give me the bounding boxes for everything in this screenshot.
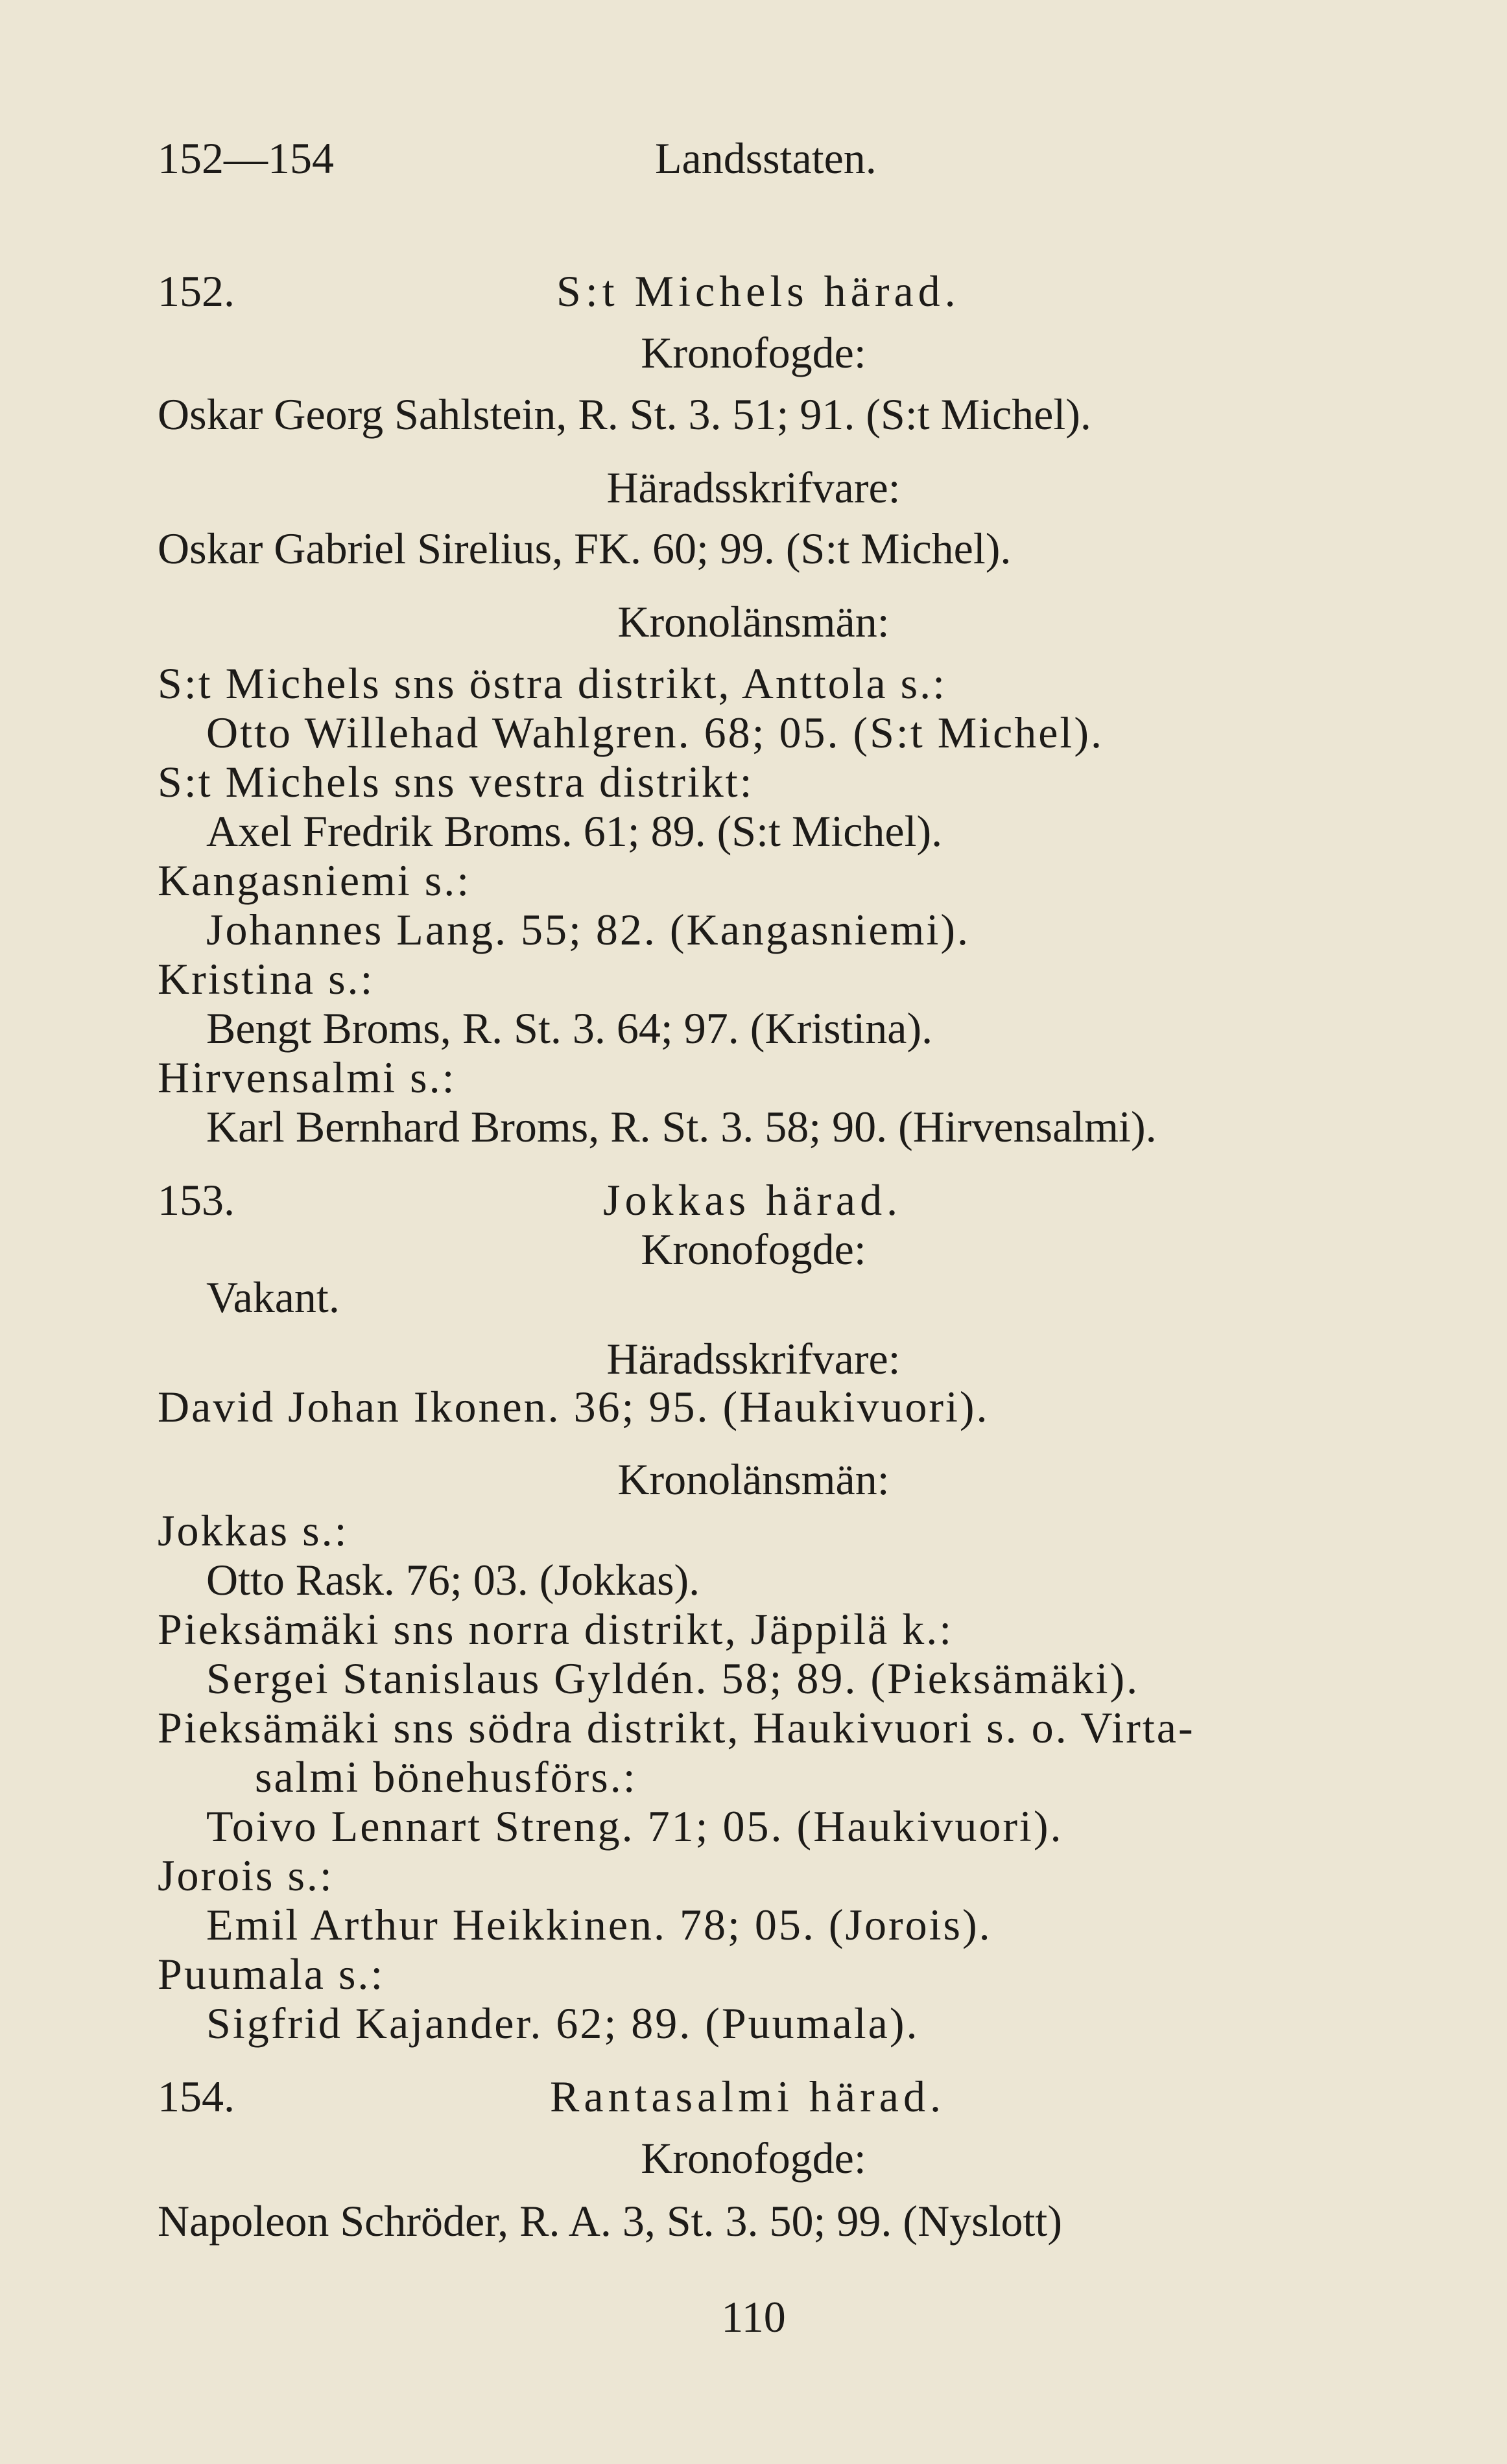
official-line: Sergei Stanislaus Gyldén. 58; 89. (Pieksämäki).: [206, 1654, 1140, 1703]
section-number-153: 153.: [158, 1175, 235, 1225]
running-title: Landsstaten.: [655, 134, 877, 183]
kronofogde-entry-154: Napoleon Schröder, R. A. 3, St. 3. 50; 99. (Nyslott): [158, 2196, 1062, 2246]
kronofogde-heading-154: Kronofogde:: [641, 2133, 866, 2183]
official-line: Otto Willehad Wahlgren. 68; 05. (S:t Michel).: [206, 708, 1104, 757]
section-title-154: Rantasalmi härad.: [550, 2072, 945, 2121]
district-line: S:t Michels sns vestra distrikt:: [158, 757, 754, 806]
district-line: Pieksämäki sns södra distrikt, Haukivuori s. o. Virta-: [158, 1703, 1195, 1752]
section-number-154: 154.: [158, 2072, 235, 2121]
official-line: Emil Arthur Heikkinen. 78; 05. (Jorois).: [206, 1900, 992, 1949]
district-line: Jorois s.:: [158, 1851, 334, 1900]
district-line: Kangasniemi s.:: [158, 856, 471, 905]
district-line: Pieksämäki sns norra distrikt, Jäppilä k.:: [158, 1604, 954, 1654]
kronolansman-heading-153: Kronolänsmän:: [617, 1455, 890, 1504]
section-number-152: 152.: [158, 266, 235, 316]
district-line: Jokkas s.:: [158, 1506, 349, 1555]
haradsskrivare-heading-153: Häradsskrifvare:: [606, 1334, 901, 1383]
haradsskrivare-entry-153: David Johan Ikonen. 36; 95. (Haukivuori).: [158, 1382, 990, 1431]
page-range: 152—154: [158, 134, 334, 183]
district-line: Hirvensalmi s.:: [158, 1053, 457, 1102]
district-line-continued: salmi bönehusförs.:: [255, 1752, 637, 1801]
district-line: Kristina s.:: [158, 954, 375, 1003]
haradsskrivare-entry-152: Oskar Gabriel Sirelius, FK. 60; 99. (S:t Michel).: [158, 524, 1012, 573]
official-line: Johannes Lang. 55; 82. (Kangasniemi).: [206, 905, 970, 954]
official-line: Axel Fredrik Broms. 61; 89. (S:t Michel).: [206, 806, 943, 856]
kronofogde-entry-152: Oskar Georg Sahlstein, R. St. 3. 51; 91. (S:t Michel).: [158, 390, 1091, 439]
kronofogde-entry-153: Vakant.: [206, 1273, 340, 1322]
haradsskrivare-heading-152: Häradsskrifvare:: [606, 463, 901, 512]
official-line: Karl Bernhard Broms, R. St. 3. 58; 90. (Hirvensalmi).: [206, 1102, 1157, 1151]
official-line: Otto Rask. 76; 03. (Jokkas).: [206, 1555, 700, 1604]
kronolansman-heading-152: Kronolänsmän:: [617, 597, 890, 646]
section-title-153: Jokkas härad.: [603, 1175, 903, 1225]
district-line: Puumala s.:: [158, 1949, 385, 1999]
official-line: Bengt Broms, R. St. 3. 64; 97. (Kristina).: [206, 1003, 933, 1053]
kronofogde-heading-152: Kronofogde:: [641, 328, 866, 377]
page-number: 110: [721, 2292, 786, 2341]
kronofogde-heading-153: Kronofogde:: [641, 1225, 866, 1274]
district-line: S:t Michels sns östra distrikt, Anttola s.:: [158, 659, 947, 708]
section-title-152: S:t Michels härad.: [556, 266, 960, 316]
official-line: Sigfrid Kajander. 62; 89. (Puumala).: [206, 1999, 920, 2048]
official-line: Toivo Lennart Streng. 71; 05. (Haukivuori).: [206, 1801, 1063, 1851]
